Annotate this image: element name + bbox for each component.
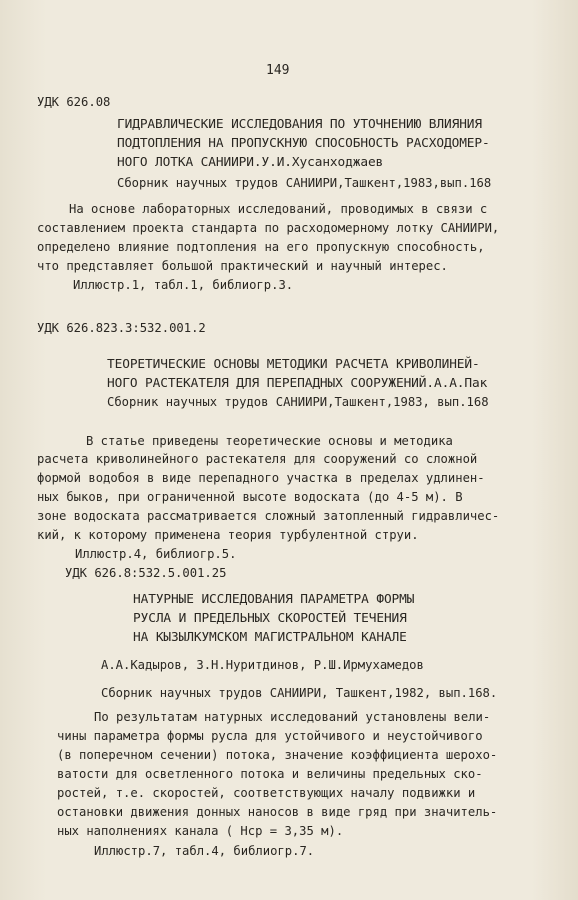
entry-title-line: НОГО ЛОТКА САНИИРИ.У.И.Хусанходжаев — [117, 155, 384, 170]
abstract-line: В статье приведены теоретические основы и методика — [86, 434, 453, 448]
abstract-line: ных наполнениях канала ( Нср = 3,35 м). — [57, 824, 344, 838]
entry-title-line: РУСЛА И ПРЕДЕЛЬНЫХ СКОРОСТЕЙ ТЕЧЕНИЯ — [133, 611, 407, 626]
abstract-line: что представляет большой практический и научный интерес. — [37, 259, 448, 273]
abstract-line: ватости для осветленного потока и величины предельных ско- — [57, 767, 483, 781]
abstract-line: формой водобоя в виде перепадного участка в пределах удлинен- — [37, 471, 485, 485]
abstract-line: По результатам натурных исследований установлены вели- — [94, 710, 491, 724]
entry-source: Сборник научных трудов САНИИРИ,Ташкент,1983, вып.168 — [107, 395, 489, 409]
entry-title-line: НАТУРНЫЕ ИССЛЕДОВАНИЯ ПАРАМЕТРА ФОРМЫ — [133, 592, 415, 607]
udk-code: УДК 626.08 — [37, 95, 111, 109]
abstract-line: кий, к которому применена теория турбулентной струи. — [37, 528, 419, 542]
entry-title-line: ГИДРАВЛИЧЕСКИЕ ИССЛЕДОВАНИЯ ПО УТОЧНЕНИЮ ВЛИЯНИЯ — [117, 117, 483, 132]
entry-title-line: НА КЫЗЫЛКУМСКОМ МАГИСТРАЛЬНОМ КАНАЛЕ — [133, 630, 407, 645]
abstract-line: зоне водоската рассматривается сложный затопленный гидравличес- — [37, 509, 500, 523]
abstract-line: На основе лабораторных исследований, проводимых в связи с — [69, 202, 488, 216]
abstract-line: (в поперечном сечении) потока, значение коэффициента шерохо- — [57, 748, 498, 762]
abstract-line: ростей, т.е. скоростей, соответствующих началу подвижки и — [57, 786, 476, 800]
abstract-line: расчета криволинейного растекателя для сооружений со сложной — [37, 452, 478, 466]
entry-refs: Иллюстр.4, библиогр.5. — [75, 547, 237, 561]
page-number: 149 — [266, 63, 290, 78]
abstract-line: ных быков, при ограниченной высоте водоската (до 4-5 м). В — [37, 490, 463, 504]
entry-title-line: НОГО РАСТЕКАТЕЛЯ ДЛЯ ПЕРЕПАДНЫХ СООРУЖЕНИЙ.А.А.Пак — [107, 376, 488, 391]
entry-refs: Иллюстр.1, табл.1, библиогр.3. — [73, 278, 294, 292]
abstract-line: составлением проекта стандарта по расходомерному лотку САНИИРИ, — [37, 221, 500, 235]
entry-title-line: ПОДТОПЛЕНИЯ НА ПРОПУСКНУЮ СПОСОБНОСТЬ РАСХОДОМЕР- — [117, 136, 490, 151]
abstract-line: определено влияние подтопления на его пропускную способность, — [37, 240, 485, 254]
abstract-line: чины параметра формы русла для устойчивого и неустойчивого — [57, 729, 483, 743]
entry-authors: А.А.Кадыров, З.Н.Нуритдинов, Р.Ш.Ирмухамедов — [101, 658, 424, 672]
entry-title-line: ТЕОРЕТИЧЕСКИЕ ОСНОВЫ МЕТОДИКИ РАСЧЕТА КРИВОЛИНЕЙ- — [107, 357, 480, 372]
entry-source: Сборник научных трудов САНИИРИ,Ташкент,1983,вып.168 — [117, 176, 492, 190]
udk-code: УДК 626.823.3:532.001.2 — [37, 321, 206, 335]
entry-source: Сборник научных трудов САНИИРИ, Ташкент,1982, вып.168. — [101, 686, 498, 700]
abstract-line: остановки движения донных наносов в виде гряд при значитель- — [57, 805, 498, 819]
entry-refs: Иллюстр.7, табл.4, библиогр.7. — [94, 844, 315, 858]
udk-code: УДК 626.8:532.5.001.25 — [65, 566, 227, 580]
